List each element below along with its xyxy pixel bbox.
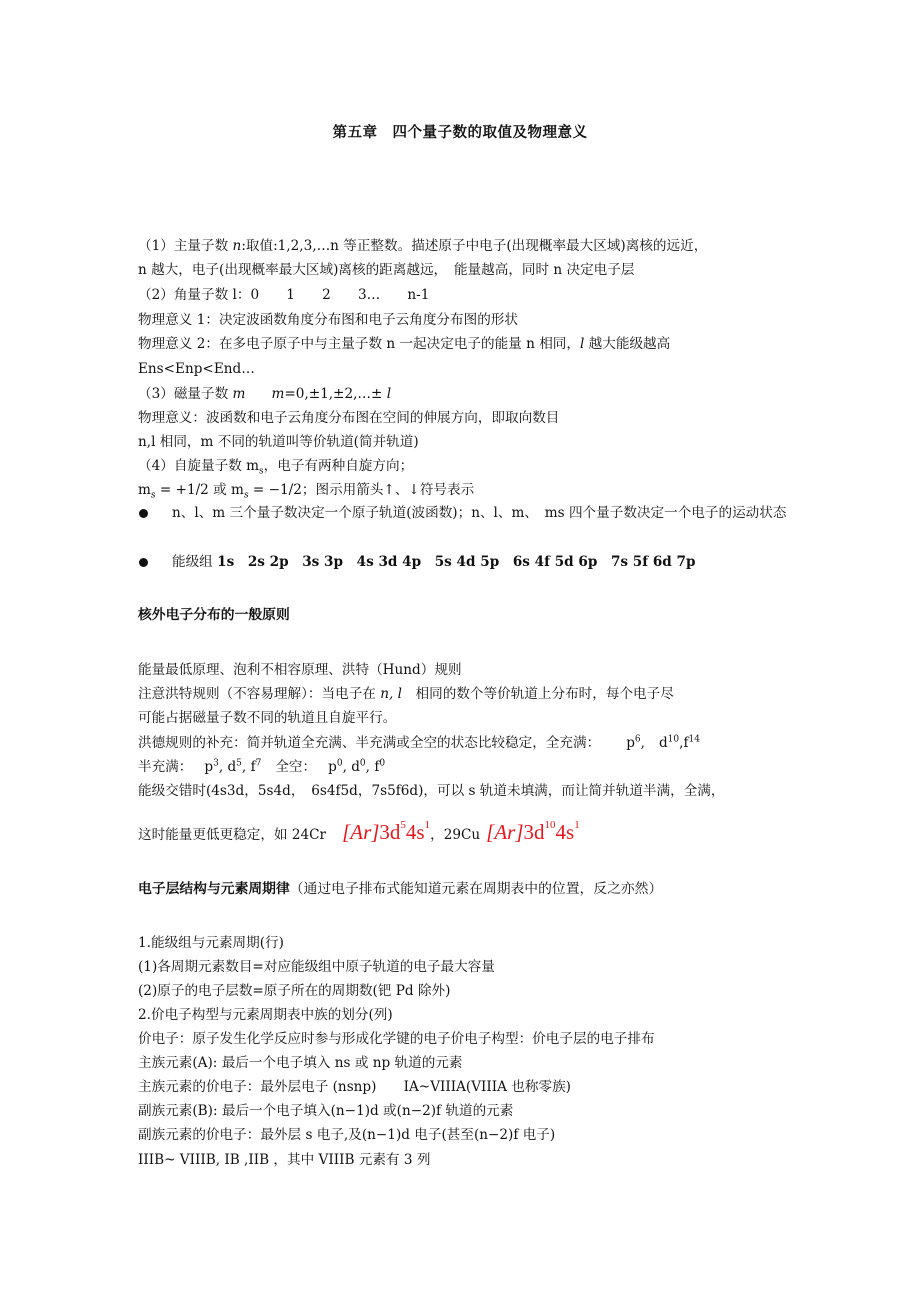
principal-quantum-line-1: （1）主量子数 n:取值:1,2,3,…n 等正整数。描述原子中电子(出现概率最大区域)离核的远近， (138, 238, 708, 254)
spin-values-line: $m_s = +1/2$ 或 $m_s = -1/2$；图示用箭头↑、↓符号表示 (138, 482, 475, 501)
section-heading-distribution: 核外电子分布的一般原则 (138, 607, 290, 623)
bullet-dot-icon (139, 509, 148, 518)
energy-order-line: Ens<Enp<End… (138, 361, 255, 377)
principles-line: 能量最低原理、泡利不相容原理、洪特（Hund）规则 (138, 662, 462, 678)
periodic-line-2: (1)各周期元素数目=对应能级组中原子轨道的电子最大容量 (138, 959, 495, 975)
cr-config: $[Ar]3d^54s^1$ (342, 819, 431, 844)
periodic-line-8: 副族元素(B): 最后一个电子填入(n−1)d 或(n−2)f 轨道的元素 (138, 1103, 514, 1119)
hund-supplement-line: 洪德规则的补充：简并轨道全充满、半充满或全空的状态比较稳定，全充满： $p^6$, $d^{10},f^{14}$ (138, 734, 700, 751)
degenerate-orbital-line: n,l 相同，m 不同的轨道叫等价轨道(简并轨道) (138, 434, 419, 450)
periodic-line-9: 副族元素的价电子：最外层 s 电子,及(n−1)d 电子(甚至(n−2)f 电子) (138, 1127, 556, 1143)
electron-config-example-line: 这时能量更低更稳定，如 24Cr $[Ar]3d^54s^1$，29Cu $[Ar]3d^{10}4s^1$ (138, 819, 580, 844)
periodic-line-4: 2.价电子构型与元素周期表中族的划分(列) (138, 1007, 393, 1023)
bullet-energy-groups: 能级组 1s 2s 2p 3s 3p 4s 3d 4p 5s 4d 5p 6s 4f 5d 6p 7s 5f 6d 7p (138, 552, 798, 574)
hund-rule-line-1: 注意洪特规则（不容易理解）：当电子在 n, l 相同的数个等价轨道上分布时，每个电子尽 (138, 686, 674, 702)
half-full-line: 半充满： $p^3$, $d^5$, $f^7$ 全空： $p^0$, $d^0$, $f^0$ (138, 758, 386, 775)
angular-quantum-line: （2）角量子数 l：0 1 2 3… n-1 (138, 287, 430, 303)
section-heading-periodic: 电子层结构与元素周期律（通过电子排布式能知道元素在周期表中的位置，反之亦然） (138, 881, 663, 897)
periodic-line-3: (2)原子的电子层数=原子所在的周期数(钯 Pd 除外) (138, 983, 451, 999)
physical-meaning-2: 物理意义 2：在多电子原子中与主量子数 n 一起决定电子的能量 n 相同，l 越大能级越高 (138, 336, 671, 352)
periodic-line-1: 1.能级组与元素周期(行) (138, 935, 284, 951)
cu-config: $[Ar]3d^{10}4s^1$ (486, 819, 580, 844)
principal-quantum-line-2: n 越大，电子(出现概率最大区域)离核的距离越远， 能量越高，同时 n 决定电子层 (138, 262, 635, 278)
physical-meaning-1: 物理意义 1：决定波函数角度分布图和电子云角度分布图的形状 (138, 312, 518, 328)
periodic-line-10: IIIB~ VIIIB, ⅠB ,IIB ，其中 VIIIB 元素有 3 列 (138, 1152, 431, 1168)
hund-rule-line-2: 可能占据磁量子数不同的轨道且自旋平行。 (138, 710, 397, 726)
energy-crossover-line: 能级交错时(4s3d，5s4d， 6s4f5d，7s5f6d)，可以 s 轨道未填满，而让简并轨道半满，全满， (138, 783, 725, 799)
periodic-line-5: 价电子：原子发生化学反应时参与形成化学键的电子价电子构型：价电子层的电子排布 (138, 1031, 655, 1047)
bullet-quantum-summary: n、l、m 三个量子数决定一个原子轨道(波函数)；n、l、m、 ms 四个量子数决定一个电子的运动状态 (138, 503, 798, 547)
spin-quantum-line: （4）自旋量子数 $m_s$，电子有两种自旋方向； (138, 458, 414, 477)
periodic-line-7: 主族元素的价电子：最外层电子 (nsnp) IA~VIIIA(VIIIA 也称零族) (138, 1079, 571, 1095)
page-title: 第五章 四个量子数的取值及物理意义 (332, 125, 588, 141)
bullet-dot-icon (139, 558, 148, 567)
periodic-line-6: 主族元素(A): 最后一个电子填入 ns 或 np 轨道的元素 (138, 1055, 463, 1071)
magnetic-meaning-line: 物理意义：波函数和电子云角度分布图在空间的伸展方向，即取向数目 (138, 410, 560, 426)
magnetic-quantum-line: （3）磁量子数 m m=0,±1,±2,…± l (138, 386, 392, 402)
